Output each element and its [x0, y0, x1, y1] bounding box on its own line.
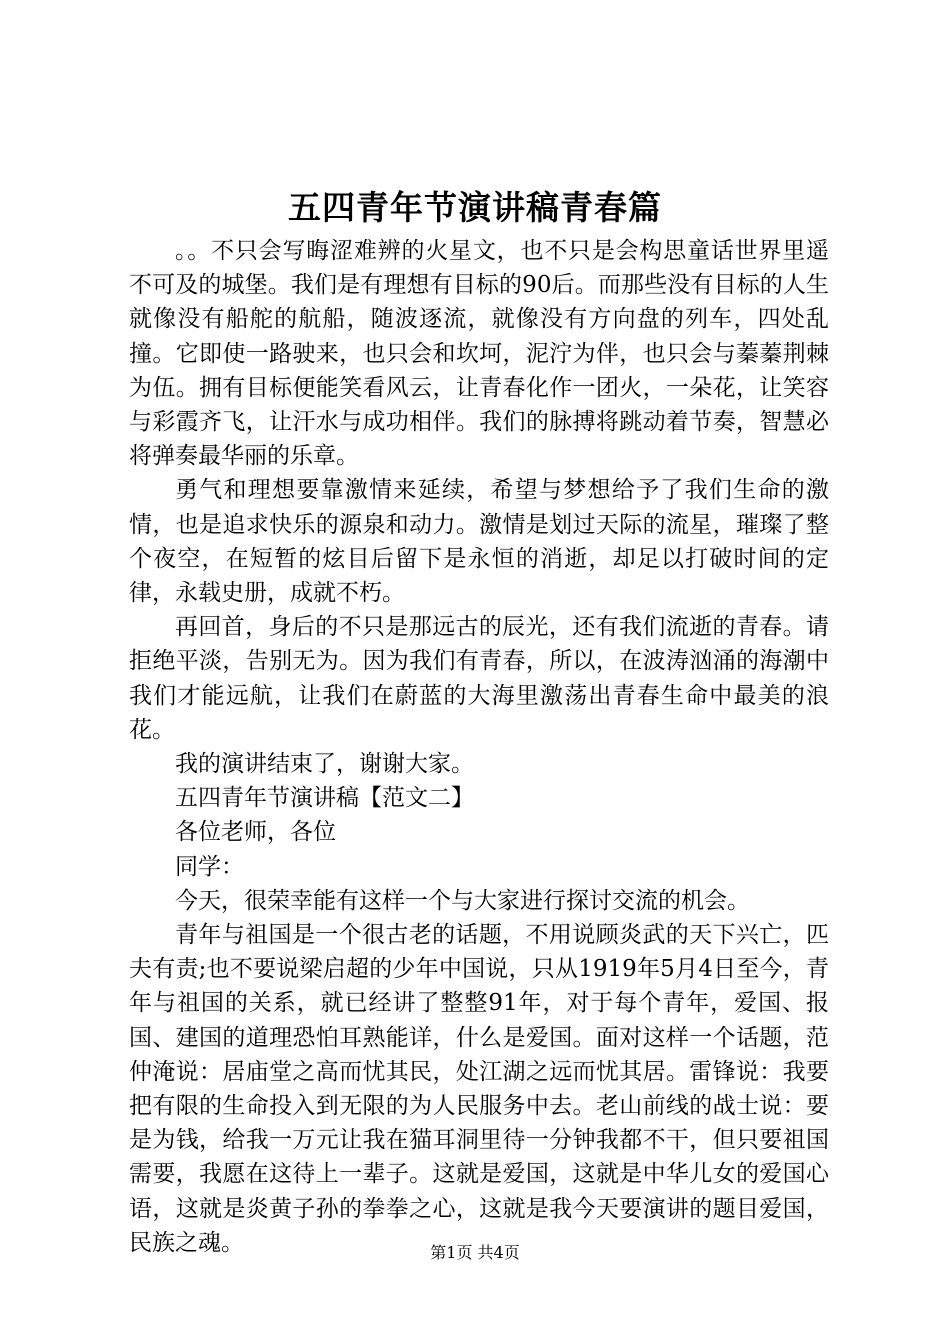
paragraph-7-salutation: 同学： — [175, 853, 244, 880]
paragraph-1: 。。不只会写晦涩难辨的火星文，也不只是会构思童话世界里遥不可及的城堡。我们是有理想有目标的90后。而那些没有目标的人生就像没有船舵的航船，随波逐流，就像没有方向盘的列车，四处乱撞。它即使一路驶来，也只会和坎坷，泥泞为伴，也只会与蓁蓁荆棘为伍。拥有目标便能笑看风云，让青春化作一团火，一朵花，让笑容与彩霞齐飞，让汗水与成功相伴。我们的脉搏将跳动着节奏，智慧必将弹奏最华丽的乐章。 — [129, 238, 829, 470]
document-title: 五四青年节演讲稿青春篇 — [288, 188, 662, 227]
paragraph-9: 青年与祖国是一个很古老的话题，不用说顾炎武的天下兴亡，匹夫有责;也不要说梁启超的少年中国说，只从1919年5月4日至今，青年与祖国的关系，就已经讲了整整91年，对于每个青年，爱国、报国、建国的道理恐怕耳熟能详，什么是爱国。面对这样一个话题，范仲淹说：居庙堂之高而忧其民，处江湖之远而忧其居。雷锋说：我要把有限的生命投入到无限的为人民服务中去。老山前线的战士说：要是为钱，给我一万元让我在猫耳洞里待一分钟我都不干，但只要祖国需要，我愿在这待上一辈子。这就是爱国，这就是中华儿女的爱国心语，这就是炎黄子孙的拳拳之心，这就是我今天要演讲的题目爱国，民族之魂。 — [129, 922, 829, 1256]
paragraph-2: 勇气和理想要靠激情来延续，希望与梦想给予了我们生命的激情，也是追求快乐的源泉和动力。激情是划过天际的流星，璀璨了整个夜空，在短暂的炫目后留下是永恒的消逝，却足以打破时间的定律，永载史册，成就不朽。 — [129, 477, 829, 607]
paragraph-4: 我的演讲结束了，谢谢大家。 — [175, 751, 474, 778]
paragraph-6-salutation: 各位老师，各位 — [175, 819, 336, 846]
document-body — [129, 234, 829, 1260]
paragraph-5-subtitle: 五四青年节演讲稿【范文二】 — [175, 785, 474, 812]
page-footer: 第1页 共4页 — [430, 1243, 520, 1262]
paragraph-8: 今天，很荣幸能有这样一个与大家进行探讨交流的机会。 — [175, 887, 750, 914]
paragraph-3: 再回首，身后的不只是那远古的辰光，还有我们流逝的青春。请拒绝平淡，告别无为。因为我们有青春，所以，在波涛汹涌的海潮中我们才能远航，让我们在蔚蓝的大海里激荡出青春生命中最美的浪花。 — [129, 614, 829, 743]
